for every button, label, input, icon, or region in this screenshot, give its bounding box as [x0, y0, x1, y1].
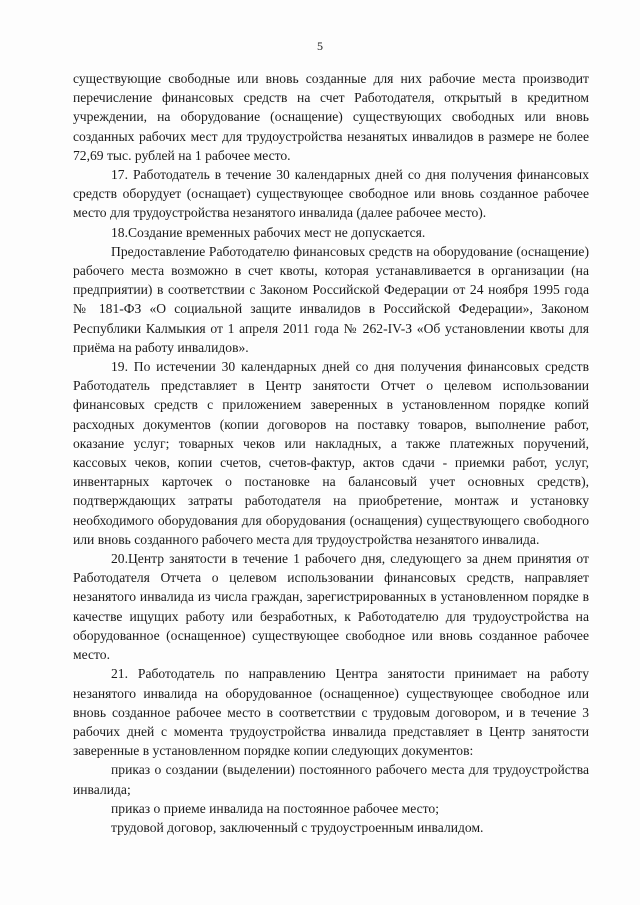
document-list-item-employment-contract: трудовой договор, заключенный с трудоустроенным инвалидом.	[111, 819, 484, 835]
paragraph-19: 19. По истечении 30 календарных дней со дня получения финансовых средств Работодатель представляет в Центр занятости Отчет о целевом использовании финансовых средств с приложением заверенных в установленном порядке копий расходных документов (копии договоров на поставку товаров, выполнение работ, оказание услуг; товарных чеков или накладных, а также платежных поручений, кассовых чеков, копии счетов, счетов-фактур, актов сдачи - приемки работ, услуг, инвентарных карточек о постановке на балансовый учет основных средств), подтверждающих затраты работодателя на приобретение, монтаж и установку необходимого оборудования для оборудования (оснащения) существующего свободного или вновь созданного рабочего места для трудоустройства незанятого инвалида.	[73, 359, 589, 547]
document-list-item-order-creation: приказ о создании (выделении) постоянного рабочего места для трудоустройства инвалида;	[73, 762, 589, 797]
document-list-item-order-hiring: приказ о приеме инвалида на постоянное рабочее место;	[111, 800, 439, 816]
paragraph-17: 17. Работодатель в течение 30 календарных дней со дня получения финансовых средств оборудует (оснащает) существующее свободное или вновь созданное рабочее место для трудоустройства незанятого инвалида (далее рабочее место).	[73, 167, 589, 221]
paragraph-continuation: существующие свободные или вновь созданные для них рабочие места производит перечисление финансовых средств на счет Работодателя, открытый в кредитном учреждении, на оборудование (оснащение) существующих свободных или вновь созданных рабочих мест для трудоустройства незанятых инвалидов в размере не более 72,69 тыс. рублей на 1 рабочее место.	[73, 71, 589, 163]
paragraph-18: 18.Создание временных рабочих мест не допускается.	[111, 224, 426, 240]
paragraph-20: 20.Центр занятости в течение 1 рабочего дня, следующего за днем принятия от Работодателя Отчета о целевом использовании финансовых средств, направляет незанятого инвалида из числа граждан, зарегистрированных в установленном порядке в качестве ищущих работу или безработных, к Работодателю для трудоустройства на оборудованное (оснащенное) существующее свободное или вновь созданное рабочее место.	[73, 551, 589, 663]
document-body	[73, 69, 589, 837]
paragraph-21: 21. Работодатель по направлению Центра занятости принимает на работу незанятого инвалида на оборудованное (оснащенное) существующее свободное или вновь созданное рабочее место в соответствии с трудовым договором, и в течение 3 рабочих дней с момента трудоустройства инвалида представляет в Центр занятости заверенные в установленном порядке копии следующих документов:	[73, 666, 589, 759]
page-number: 5	[317, 39, 323, 53]
paragraph-quota: Предоставление Работодателю финансовых средств на оборудование (оснащение) рабочего места возможно в счет квоты, которая устанавливается в организации (на предприятии) в соответствии с Законом Российской Федерации от 24 ноября 1995 года № 181-ФЗ «О социальной защите инвалидов в Российской Федерации», Законом Республики Калмыкия от 1 апреля 2011 года № 262-IV-З «Об установлении квоты для приёма на работу инвалидов».	[73, 243, 589, 355]
